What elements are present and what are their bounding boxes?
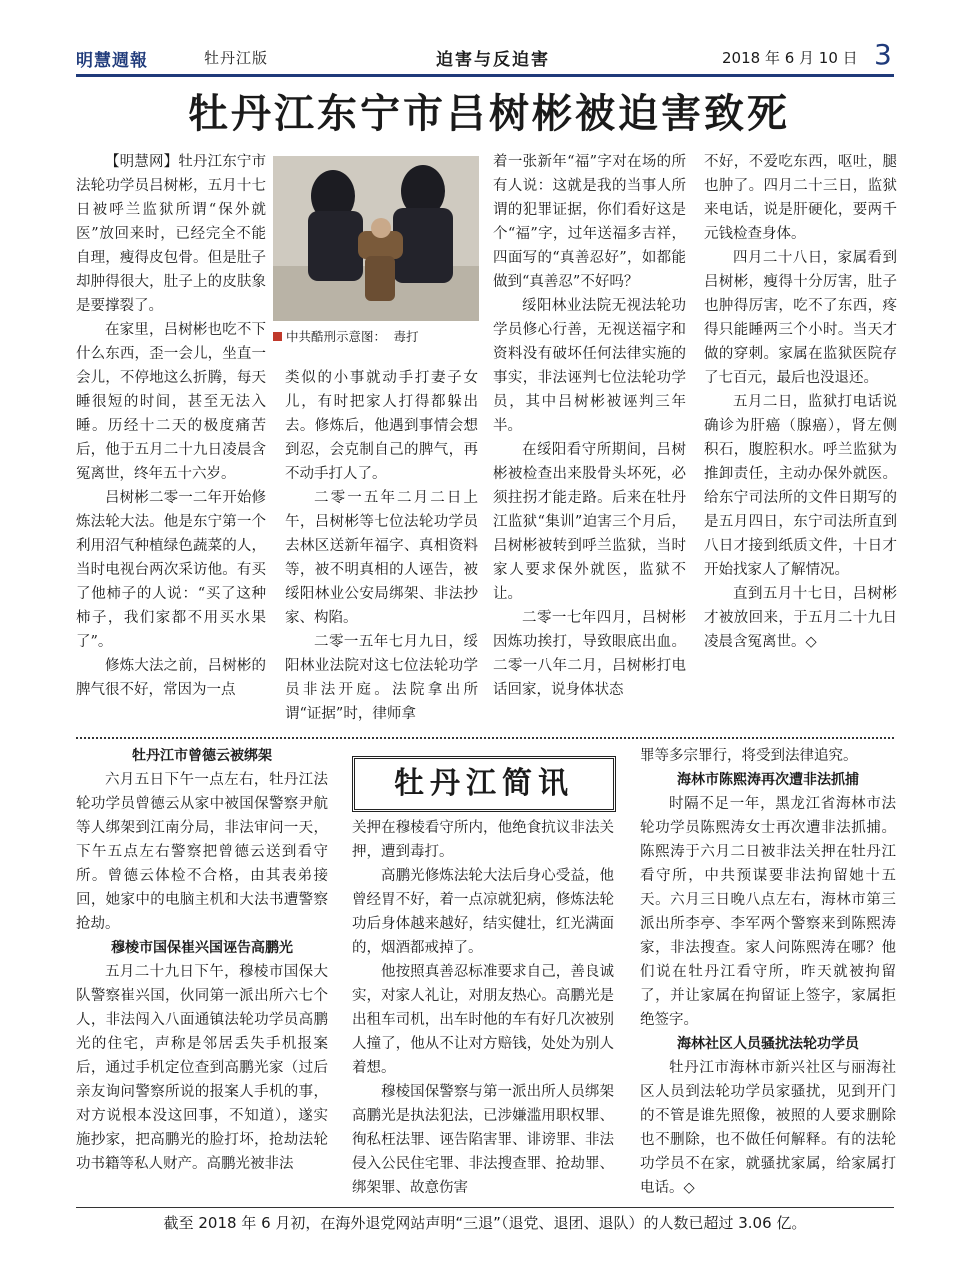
paragraph: 五月二日，监狱打电话说确诊为肝癌（腺癌），肾左侧积石，腹腔积水。呼兰监狱为推卸责任，主动办保外就医。给东宁司法所的文件日期写的是五月四日，东宁司法所直到八日才接到纸质文件，十日才开始找家人了解情况。 — [704, 394, 897, 578]
paragraph: 【明慧网】牡丹江东宁市法轮功学员吕树彬，五月十七日被呼兰监狱所谓“保外就医”放回来时，已经完全不能自理，瘦得皮包骨。但是肚子却肿得很大，肚子上的皮肤象是要撑裂了。 — [76, 154, 266, 314]
footer-notice: 截至 2018 年 6 月初，在海外退党网站声明“三退”（退党、退团、退队）的人数已超过 3.06 亿。 — [163, 1214, 807, 1232]
footer-rule — [76, 1207, 894, 1208]
briefs-column-1 — [76, 744, 328, 1176]
masthead — [76, 38, 894, 74]
paragraph: 二零一五年七月九日，绥阳林业法院对这七位法轮功学员非法开庭。法院拿出所谓“证据”时，律师拿 — [285, 634, 478, 722]
paragraph: 六月五日下午一点左右，牡丹江法轮功学员曾德云从家中被国保警察尹航等人绑架到江南分局，非法审问一天，下午五点左右警察把曾德云送到看守所。曾德云体检不合格，由其表弟接回，她家中的电脑主机和大法书遭警察抢劫。 — [76, 772, 328, 932]
paragraph: 不好，不爱吃东西，呕吐，腿也肿了。四月二十三日，监狱来电话，说是肝硬化，要两千元钱检查身体。 — [704, 154, 897, 242]
briefs-column-2 — [352, 816, 614, 1200]
briefs-box-title: 牡丹江简讯 — [352, 756, 616, 812]
photo-caption — [273, 327, 479, 345]
section-title: 迫害与反迫害 — [436, 50, 550, 70]
brief-title: 穆棱市国保崔兴国诬告高鹏光 — [111, 940, 293, 956]
paragraph: 牡丹江市海林市新兴社区与丽海社区人员到法轮功学员家骚扰，见到开门的不管是谁先照像，被照的人要求删除也不删除，也不做任何解释。有的法轮功学员不在家，就骚扰家属，给家属打电话。◇ — [640, 1060, 896, 1196]
paragraph: 穆棱国保警察与第一派出所人员绑架高鹏光是执法犯法，已涉嫌滥用职权罪、徇私枉法罪、诬告陷害罪、诽谤罪、非法侵入公民住宅罪、非法搜查罪、抢劫罪、绑架罪、故意伤害 — [352, 1084, 614, 1196]
page-number: 3 — [874, 38, 892, 71]
paragraph: 修炼大法之前，吕树彬的脾气很不好，常因为一点 — [76, 658, 266, 698]
torture-illustration-photo — [273, 156, 479, 321]
article-column-3 — [493, 150, 686, 702]
brief-title: 海林社区人员骚扰法轮功学员 — [677, 1036, 859, 1052]
briefs-column-3 — [640, 744, 896, 1200]
issue-date: 2018 年 6 月 10 日 — [722, 49, 858, 67]
newspaper-brand: 明慧週報 — [76, 51, 148, 71]
paragraph: 绥阳林业法院无视法轮功学员修心行善，无视送福字和资料没有破坏任何法律实施的事实，非法诬判七位法轮功学员，其中吕树彬被诬判三年半。 — [493, 298, 686, 434]
masthead-rule — [76, 74, 894, 77]
photo-image — [273, 156, 479, 321]
caption-text: 中共酷刑示意图： 毒打 — [286, 329, 419, 344]
paragraph: 在绥阳看守所期间，吕树彬被检查出来股骨头坏死，必须拄拐才能走路。后来在牡丹江监狱“集训”迫害三个月后，吕树彬被转到呼兰监狱，当时家人要求保外就医，监狱不让。 — [493, 442, 686, 602]
paragraph: 二零一七年四月，吕树彬因炼功挨打，导致眼底出血。二零一八年二月，吕树彬打电话回家，说身体状态 — [493, 610, 686, 698]
paragraph: 罪等多宗罪行，将受到法律追究。 — [640, 748, 858, 764]
edition-label: 牡丹江版 — [204, 49, 269, 67]
brief-title: 牡丹江市曾德云被绑架 — [132, 748, 272, 764]
article-headline: 牡丹江东宁市吕树彬被迫害致死 — [188, 90, 790, 137]
article-column-4 — [704, 150, 897, 654]
paragraph: 关押在穆棱看守所内，他绝食抗议非法关押，遭到毒打。 — [352, 820, 614, 860]
article-column-1 — [76, 150, 266, 702]
brief-title: 海林市陈熙涛再次遭非法抓捕 — [677, 772, 859, 788]
paragraph: 他按照真善忍标准要求自己，善良诚实，对家人礼让，对朋友热心。高鹏光是出租车司机，出车时他的车有好几次被别人撞了，他从不让对方赔钱，处处为别人着想。 — [352, 964, 614, 1076]
paragraph: 四月二十八日，家属看到吕树彬，瘦得十分厉害，肚子也肿得厉害，吃不了东西，疼得只能睡两三个小时。当天才做的穿刺。家属在监狱医院存了七百元，最后也没退还。 — [704, 250, 897, 386]
paragraph: 着一张新年“福”字对在场的所有人说：这就是我的当事人所谓的犯罪证据，你们看好这是个“福”字，过年送福多吉祥，四面写的“真善忍好”，如都能做到“真善忍”不好吗？ — [493, 154, 686, 290]
paragraph: 类似的小事就动手打妻子女儿，有时把家人打得都躲出去。修炼后，他遇到事情会想到忍，会克制自己的脾气，再不动手打人了。 — [285, 370, 478, 482]
paragraph: 直到五月十七日，吕树彬才被放回来，于五月二十九日凌晨含冤离世。◇ — [704, 586, 897, 650]
article-column-2 — [285, 366, 478, 726]
paragraph: 高鹏光修炼法轮大法后身心受益，他曾经胃不好，着一点凉就犯病，修炼法轮功后身体越来越好，结实健壮，红光满面的，烟酒都戒掉了。 — [352, 868, 614, 956]
paragraph: 在家里，吕树彬也吃不下什么东西，歪一会儿，坐直一会儿，不停地这么折腾，每天睡很短的时间，甚至无法入睡。历经十二天的极度痛苦后，他于五月二十九日凌晨含冤离世，终年五十六岁。 — [76, 322, 266, 482]
section-divider — [76, 737, 894, 739]
paragraph: 时隔不足一年，黑龙江省海林市法轮功学员陈熙涛女士再次遭非法抓捕。陈熙涛于六月二日被非法关押在牡丹江看守所，中共预谋要非法拘留她十五天。六月三日晚八点左右，海林市第三派出所李亭、李军两个警察来到陈熙涛家，非法搜查。家人问陈熙涛在哪？他们说在牡丹江看守所，昨天就被拘留了，并让家属在拘留证上签字，家属拒绝签字。 — [640, 796, 896, 1028]
caption-marker — [273, 332, 282, 341]
paragraph: 吕树彬二零一二年开始修炼法轮大法。他是东宁第一个利用沼气种植绿色蔬菜的人，当时电视台两次采访他。有买了他柿子的人说：“买了这种柿子，我们家都不用买水果了”。 — [76, 490, 266, 650]
paragraph: 五月二十九日下午，穆棱市国保大队警察崔兴国，伙同第一派出所六七个人，非法闯入八面通镇法轮功学员高鹏光的住宅，声称是邻居丢失手机报案后，通过手机定位查到高鹏光家（过后亲友询问警察所说的报案人手机的事，对方说根本没这回事，不知道），遂实施抄家，把高鹏光的脸打坏，抢劫法轮功书籍等私人财产。高鹏光被非法 — [76, 964, 328, 1172]
paragraph: 二零一五年二月二日上午，吕树彬等七位法轮功学员去林区送新年福字、真相资料等，被不明真相的人诬告，被绥阳林业公安局绑架、非法抄家、构陷。 — [285, 490, 478, 626]
